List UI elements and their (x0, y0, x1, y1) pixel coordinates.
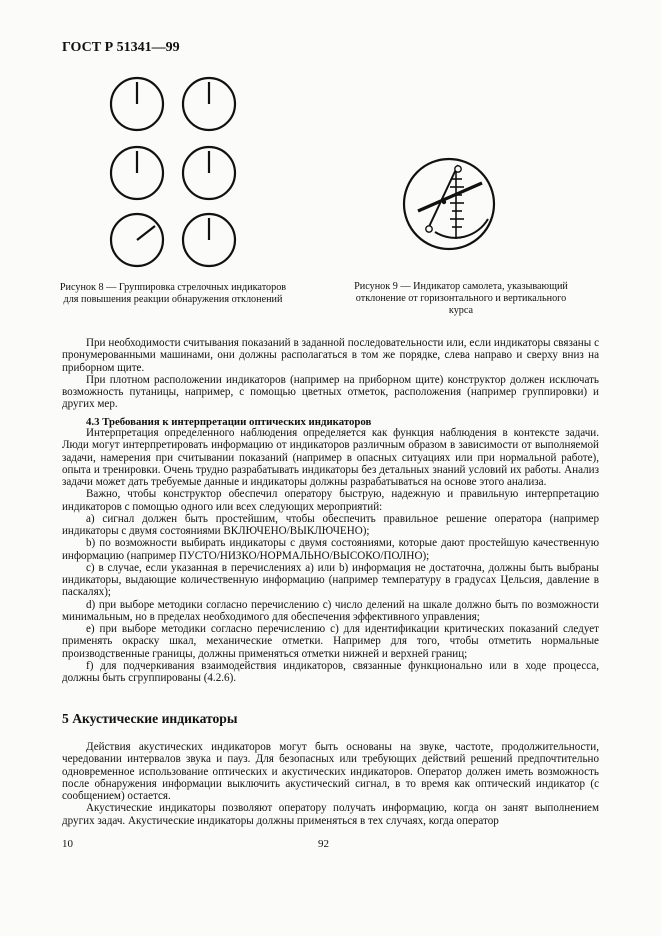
text-block-1 (62, 337, 599, 411)
page-number-left: 10 (62, 838, 73, 850)
document-header: ГОСТ Р 51341—99 (62, 40, 180, 55)
list-item-c: c) в случае, если указанная в перечислениях a) или b) информация не достаточна, должны быть выбраны индикаторы, выдающие количественную информацию (например температуру в градусах Цельсия, давление в паскалях); (62, 561, 599, 599)
list-item-f: f) для подчеркивания взаимодействия индикаторов, связанные функционально или в ходе процесса, должны быть сгруппированы (4.2.6). (62, 659, 599, 684)
paragraph-acoustic-use: Акустические индикаторы позволяют оператору получать информацию, когда он занят выполнением других задач. Акустические индикаторы должны применяться в тех случаях, когда оператор (62, 802, 599, 827)
dial-2 (183, 78, 235, 130)
figure-9-aircraft-indicator (400, 155, 498, 253)
list-item-a: a) сигнал должен быть простейшим, чтобы обеспечить правильное решение оператора (например индикаторы с двумя состояниями ВКЛЮЧЕНО/ВЫКЛЮЧЕНО); (62, 512, 599, 537)
paragraph-dense-layout: При плотном расположении индикаторов (например на приборном щите) конструктор должен исключать возможность путаницы, например, с помощью цветных отметок, расположения (например группировки) и других мер. (62, 373, 599, 411)
section-heading-4-3: 4.3 Требования к интерпретации оптических индикаторов (86, 416, 372, 428)
paragraph-interpretation: Интерпретация определенного наблюдения определяется как функция наблюдения в контексте задачи. Люди могут интерпретировать информацию от индикаторов различным образом в зависимости от выполняемой задачи, намерения при считывании показаний (например в опасных ситуациях или при нормальной работе), опыта и тренировки. Очень трудно разрабатывать индикаторы без детальных знаний условий их работы. Анализ задачи может дать требуемые данные и индикаторы должны разрабатываться на основе этого анализа. (62, 427, 599, 488)
dial-5-deviated (111, 214, 163, 266)
paragraph-sequence: При необходимости считывания показаний в заданной последовательности или, если индикаторы связаны с пронумерованными машинами, они должны располагаться в том же порядке, слева направо и сверху вниз на приборном щите. (62, 337, 599, 374)
dial-3 (111, 147, 163, 199)
figure-8-caption: Рисунок 8 — Группировка стрелочных индикаторов для повышения реакции обнаружения отклонений (59, 282, 287, 306)
figure-9-caption: Рисунок 9 — Индикатор самолета, указывающий отклонение от горизонтального и вертикального курса (354, 281, 568, 317)
dial-4 (183, 147, 235, 199)
section-heading-5: 5 Акустические индикаторы (62, 711, 238, 726)
list-item-e: e) при выборе методики согласно перечислению c) для идентификации критических показаний следует применять окраску шкал, механические отметки. Например для того, чтобы отметить нормальные производственные границы, должны применяться отметки нижней и верхней границ; (62, 623, 599, 660)
figure-8-dial-group (103, 75, 245, 280)
paragraph-important: Важно, чтобы конструктор обеспечил оператору быструю, надежную и правильную интерпретацию индикаторов с помощью одного или всех следующих мероприятий: (62, 488, 599, 513)
list-item-d: d) при выборе методики согласно перечислению c) число делений на шкале должно быть по возможности минимальным, но в пределах необходимого для обеспечения эффективного управления; (62, 598, 599, 623)
dial-1 (111, 78, 163, 130)
dial-6 (183, 214, 235, 266)
text-block-2 (62, 427, 599, 684)
paragraph-acoustic-actions: Действия акустических индикаторов могут быть основаны на звуке, частоте, продолжительности, чередовании интервалов звука и пауз. Для безопасных или требующих действий решений предпочтительно одновременное использование оптических и акустических индикаторов. Оператор должен иметь возможность после обнаружения информации выключить акустический сигнал, в то время как оптический индикатор (с сообщением) остается. (62, 741, 599, 802)
list-item-b: b) по возможности выбирать индикаторы с двумя состояниями, которые дают простейшую качественную информацию (например ПУСТО/НИЗКО/НОРМАЛЬНО/ВЫСОКО/ПОЛНО); (62, 537, 599, 562)
page-number-center: 92 (318, 838, 329, 850)
text-block-3 (62, 741, 599, 827)
